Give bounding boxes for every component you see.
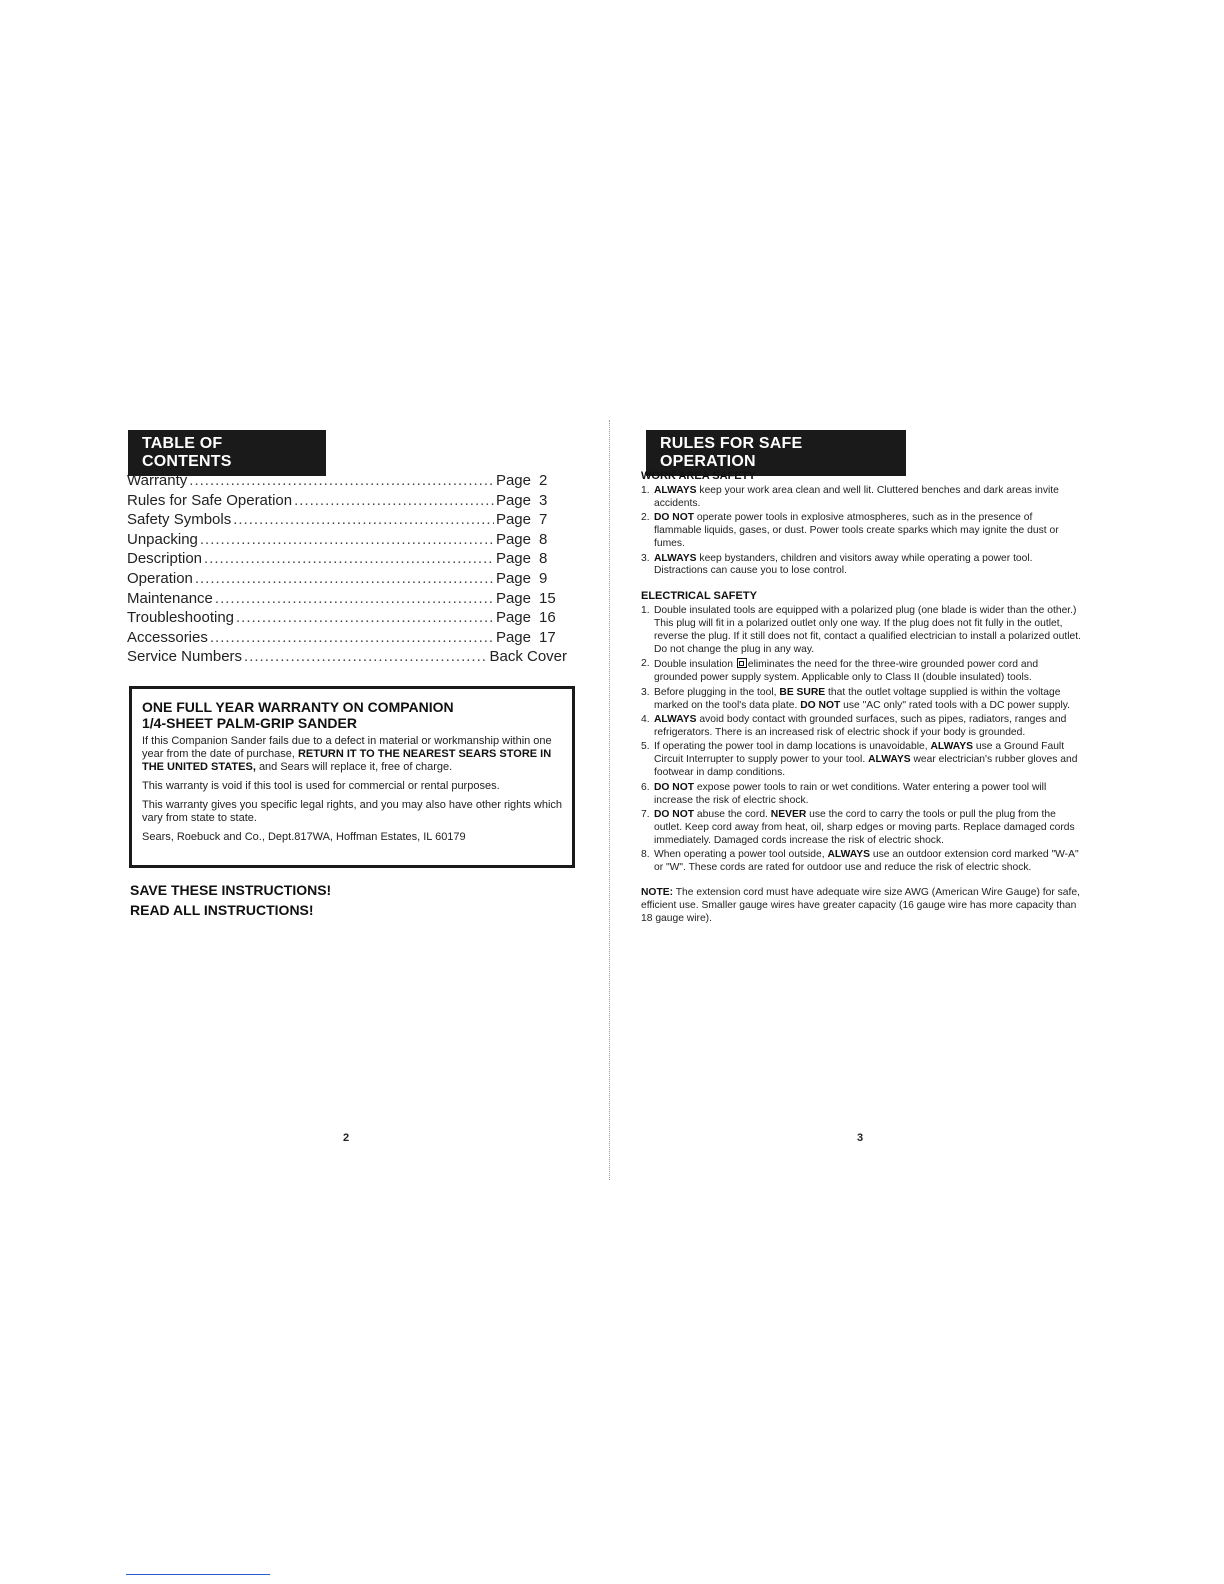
toc-row <box>127 570 567 590</box>
toc-row <box>127 629 567 649</box>
toc-page-number: 8 <box>539 530 548 548</box>
toc-page <box>496 629 567 646</box>
item-text: operate power tools in explosive atmospheres, such as in the presence of flammable liquids, gases, or dust. Power tools create sparks which may ignite the dust or fumes. <box>654 512 1059 550</box>
table-of-contents <box>127 472 567 668</box>
toc-page-number: 8 <box>539 550 548 568</box>
toc-page-prefix: Page <box>495 589 531 607</box>
double-insulation-icon <box>737 658 747 668</box>
item-text: Double insulated tools are equipped with a polarized plug (one blade is wider than the other.) This plug will fit in a polarized outlet only one way. If the plug does not fit fully in the outlet, reverse the plug. If it still does not fit, contact a qualified electrician to install a polarized outlet. Do not change the plug in any way. <box>654 605 1081 656</box>
item-text: abuse the cord. <box>696 808 768 820</box>
item-text: that the outlet voltage supplied is within the voltage marked on the tool's data plate. <box>654 686 1061 711</box>
toc-label: Rules for Safe Operation <box>127 491 293 509</box>
rules-header-text: RULES FOR SAFE OPERATION <box>660 435 803 470</box>
toc-row <box>127 609 567 629</box>
list-item <box>641 687 1081 713</box>
electrical-safety-list <box>641 605 1081 875</box>
work-area-safety-heading: WORK AREA SAFETY <box>641 470 756 482</box>
toc-page-prefix: Page <box>495 628 531 646</box>
warranty-void-text: This warranty is void if this tool is used for commercial or rental purposes. <box>142 780 500 792</box>
list-item <box>641 714 1081 740</box>
item-text: use "AC only" rated tools with a DC power supply. <box>843 699 1071 711</box>
list-item <box>641 485 1081 511</box>
toc-label: Troubleshooting <box>127 609 235 627</box>
item-emphasis: DO NOT <box>800 699 841 711</box>
toc-row <box>127 511 567 531</box>
warranty-title-line2: 1/4-SHEET PALM-GRIP SANDER <box>142 715 357 731</box>
toc-page-prefix: Page <box>495 550 531 568</box>
item-text: use an outdoor extension cord marked "W-A" or "W". These cords are rated for outdoor use and reduce the risk of electric shock. <box>654 849 1079 874</box>
toc-row <box>127 550 567 570</box>
toc-row <box>127 492 567 512</box>
item-emphasis: ALWAYS <box>654 714 697 726</box>
toc-page-prefix: Page <box>495 511 531 529</box>
list-item <box>641 741 1081 780</box>
warranty-title-line1: ONE FULL YEAR WARRANTY ON COMPANION <box>142 699 454 715</box>
toc-label: Operation <box>127 569 193 587</box>
item-emphasis: NEVER <box>770 808 807 820</box>
toc-page-prefix: Page <box>495 491 531 509</box>
item-text: use the cord to carry the tools or pull the plug from the outlet. Keep cord away from heat, oil, sharp edges or moving parts. Replace damaged cords immediately. Damaged cords increase the risk of electric shock. <box>654 808 1075 846</box>
toc-page-number: 15 <box>539 589 556 607</box>
toc-page <box>496 492 567 509</box>
toc-page-prefix: Page <box>495 569 531 587</box>
toc-page-number: 7 <box>539 511 548 529</box>
item-emphasis: ALWAYS <box>654 552 697 564</box>
toc-leader <box>294 492 494 509</box>
item-text: keep your work area clean and well lit. Cluttered benches and dark areas invite accidents. <box>654 485 1059 509</box>
item-number: 2. <box>641 512 650 524</box>
list-item <box>641 512 1081 551</box>
item-number: 1. <box>641 485 650 496</box>
warranty-emphasis: RETURN IT TO THE NEAREST SEARS STORE IN THE UNITED STATES, <box>142 748 552 773</box>
toc-leader <box>204 550 494 567</box>
item-number: 1. <box>641 605 650 617</box>
item-emphasis: DO NOT <box>654 781 695 793</box>
toc-label: Safety Symbols <box>127 511 232 529</box>
list-item <box>641 658 1081 685</box>
list-item <box>641 849 1081 875</box>
toc-leader <box>215 590 494 607</box>
toc-page <box>496 531 567 548</box>
bottom-rule <box>126 1574 270 1575</box>
safety-rules <box>641 470 1081 926</box>
toc-page-number: 16 <box>539 609 556 627</box>
warranty-paragraph <box>142 735 564 774</box>
item-emphasis: ALWAYS <box>654 485 697 496</box>
toc-label: Service Numbers <box>127 648 243 666</box>
toc-page <box>496 590 567 607</box>
list-item <box>641 782 1081 808</box>
warranty-title <box>142 699 564 731</box>
item-number: 5. <box>641 741 650 753</box>
toc-page <box>496 511 567 528</box>
item-text: eliminates the need for the three-wire grounded power cord and grounded power supply system. Applicable only to Class II (double insulated) tools. <box>654 659 1039 684</box>
item-emphasis: DO NOT <box>654 512 695 524</box>
toc-page <box>489 648 567 665</box>
toc-label: Unpacking <box>127 530 198 548</box>
note-text: The extension cord must have adequate wire size AWG (American Wire Gauge) for safe, efficient use. Smaller gauge wires have greater capacity (16 gauge wire has more capacity than 18 gauge wire). <box>641 886 1080 924</box>
page-number-right: 3 <box>857 1132 864 1144</box>
toc-row <box>127 472 567 492</box>
electrical-safety-heading: ELECTRICAL SAFETY <box>641 590 757 603</box>
toc-page-prefix: Page <box>495 530 531 548</box>
item-number: 6. <box>641 781 650 793</box>
item-text: avoid body contact with grounded surfaces, such as pipes, radiators, ranges and refrigerators. There is an increased risk of electric shock if your body is grounded. <box>654 714 1067 738</box>
item-text: use a Ground Fault Circuit Interrupter to supply power to your tool. <box>654 741 1065 766</box>
toc-page-prefix: Back Cover <box>489 648 567 666</box>
page-divider <box>609 420 610 1180</box>
save-instructions-text: SAVE THESE INSTRUCTIONS! <box>130 882 332 898</box>
item-number: 7. <box>641 808 650 820</box>
toc-leader <box>200 531 494 548</box>
toc-page <box>496 472 567 489</box>
list-item <box>641 809 1081 848</box>
item-text: Before plugging in the tool, <box>654 686 777 698</box>
note-label: NOTE: <box>641 886 674 898</box>
toc-page <box>496 550 567 567</box>
item-number: 2. <box>641 658 650 670</box>
item-text: wear electrician's rubber gloves and footwear in damp conditions. <box>654 754 1078 779</box>
item-emphasis: ALWAYS <box>930 741 974 753</box>
instructions-notice <box>130 880 331 920</box>
item-text: When operating a power tool outside, <box>654 849 825 861</box>
list-item <box>641 553 1081 579</box>
toc-page <box>496 609 567 626</box>
toc-row <box>127 648 567 668</box>
toc-leader <box>189 472 494 489</box>
warranty-text: If this Companion Sander fails due to a defect in material or workmanship within one year from the date of purchase, <box>142 735 552 760</box>
item-text: Double insulation <box>654 659 733 671</box>
toc-row <box>127 531 567 551</box>
toc-label: Description <box>127 550 203 568</box>
item-emphasis: DO NOT <box>654 808 695 820</box>
work-area-safety-list <box>641 485 1081 578</box>
item-number: 4. <box>641 714 650 726</box>
extension-cord-note <box>641 887 1081 926</box>
warranty-box <box>129 686 575 868</box>
toc-page-number: 17 <box>539 628 556 646</box>
item-emphasis: BE SURE <box>779 686 826 698</box>
toc-leader <box>236 609 494 626</box>
toc-page-number: 2 <box>539 472 548 489</box>
toc-page-number: 3 <box>539 491 548 509</box>
toc-leader <box>210 629 494 646</box>
item-number: 8. <box>641 849 650 861</box>
toc-label: Maintenance <box>127 589 213 607</box>
item-emphasis: ALWAYS <box>868 754 911 766</box>
toc-leader <box>195 570 494 587</box>
toc-label: Warranty <box>127 472 188 489</box>
warranty-text: and Sears will replace it, free of charge. <box>258 761 453 773</box>
item-text: keep bystanders, children and visitors away while operating a power tool. Distractions can cause you to lose control. <box>654 552 1033 577</box>
toc-page <box>496 570 567 587</box>
toc-page-number: 9 <box>539 569 548 587</box>
item-text: If operating the power tool in damp locations is unavoidable, <box>654 741 928 753</box>
table-of-contents-header <box>128 430 326 476</box>
item-number: 3. <box>641 552 650 564</box>
toc-page-prefix: Page <box>495 472 531 489</box>
page-number-left: 2 <box>343 1132 350 1144</box>
warranty-address: Sears, Roebuck and Co., Dept.817WA, Hoffman Estates, IL 60179 <box>142 831 466 843</box>
toc-page-prefix: Page <box>495 609 531 627</box>
toc-header-text: TABLE OF CONTENTS <box>142 435 232 470</box>
list-item <box>641 605 1081 657</box>
toc-leader <box>244 648 487 665</box>
toc-leader <box>233 511 494 528</box>
item-emphasis: ALWAYS <box>827 849 870 861</box>
warranty-rights-text: This warranty gives you specific legal rights, and you may also have other rights which vary from state to state. <box>142 799 563 824</box>
toc-row <box>127 590 567 610</box>
item-text: expose power tools to rain or wet conditions. Water entering a power tool will increase the risk of electric shock. <box>654 781 1047 806</box>
toc-label: Accessories <box>127 628 208 646</box>
item-number: 3. <box>641 686 650 698</box>
read-instructions-text: READ ALL INSTRUCTIONS! <box>130 902 314 918</box>
